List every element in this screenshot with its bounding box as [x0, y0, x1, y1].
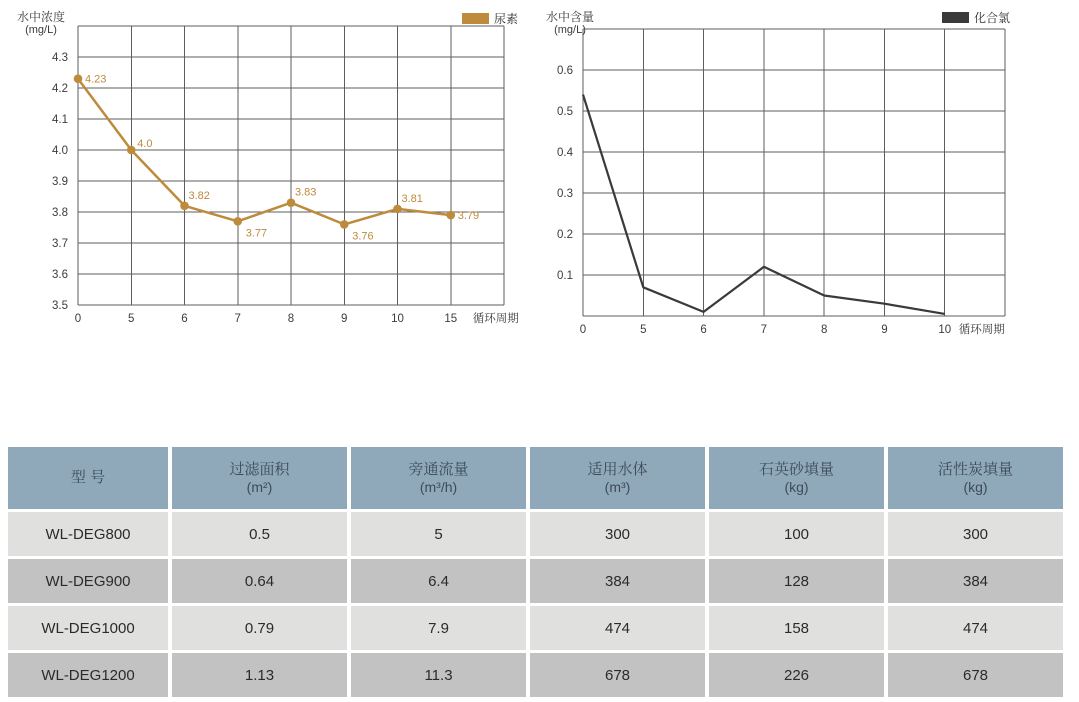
y-tick-label: 3.7	[52, 238, 68, 250]
spec-table-container	[4, 444, 1075, 700]
table-row	[8, 512, 1063, 556]
value-cell: 1.13	[172, 653, 347, 697]
value-cell: 7.9	[351, 606, 526, 650]
model-cell: WL-DEG900	[8, 559, 168, 603]
col-header-quartz-sand	[709, 447, 884, 509]
col-header-bypass-flow	[351, 447, 526, 509]
chlorine-line-plot	[537, 8, 1079, 342]
value-cell: 0.79	[172, 606, 347, 650]
data-point	[180, 202, 189, 211]
data-point	[287, 198, 296, 207]
x-tick-label: 5	[640, 324, 647, 336]
x-tick-label: 6	[700, 324, 707, 336]
y-tick-label: 0.6	[557, 65, 573, 77]
value-cell: 5	[351, 512, 526, 556]
col-header-label: 活性炭填量	[937, 460, 1013, 478]
chart-title-unit: (mg/L)	[554, 24, 586, 37]
value-cell: 6.4	[351, 559, 526, 603]
chart-title-text: 水中含量	[545, 10, 594, 24]
data-point-label: 3.81	[401, 192, 423, 205]
col-header-label: 石英砂填量	[758, 460, 834, 478]
x-tick-label: 10	[938, 324, 952, 336]
value-cell: 226	[709, 653, 884, 697]
x-tick-label: 7	[760, 324, 768, 336]
value-cell: 0.64	[172, 559, 347, 603]
col-header-unit: (kg)	[784, 479, 809, 496]
x-tick-label: 15	[444, 313, 458, 325]
value-cell: 300	[888, 512, 1063, 556]
table-row	[8, 653, 1063, 697]
col-header-label: 过滤面积	[229, 460, 290, 478]
col-header-unit: (m³/h)	[419, 479, 458, 496]
chart-title-text: 水中浓度	[16, 10, 65, 24]
x-tick-label: 7	[234, 313, 241, 325]
value-cell: 384	[888, 559, 1063, 603]
x-tick-label: 5	[128, 313, 135, 325]
col-header-model	[8, 447, 168, 509]
col-header-label: 旁通流量	[408, 460, 469, 478]
col-header-label: 型 号	[70, 469, 106, 487]
col-header-unit: (kg)	[963, 479, 988, 496]
value-cell: 11.3	[351, 653, 526, 697]
data-point-label: 4.23	[85, 73, 107, 86]
x-tick-label: 0	[74, 313, 82, 325]
x-axis-label: 循环周期	[958, 324, 1005, 336]
value-cell: 678	[530, 653, 705, 697]
col-header-activated-carbon	[888, 447, 1063, 509]
y-tick-label: 3.8	[52, 207, 68, 219]
data-point-label: 3.83	[295, 186, 317, 199]
data-point-label: 3.76	[352, 230, 374, 243]
y-tick-label: 3.5	[52, 300, 68, 312]
model-cell: WL-DEG1200	[8, 653, 168, 697]
value-cell: 300	[530, 512, 705, 556]
x-tick-label: 8	[287, 313, 295, 325]
y-tick-label: 4.2	[52, 83, 68, 95]
model-cell: WL-DEG1000	[8, 606, 168, 650]
data-point	[127, 146, 136, 155]
col-header-unit: (m²)	[246, 479, 273, 496]
value-cell: 0.5	[172, 512, 347, 556]
data-point	[233, 217, 242, 226]
y-tick-label: 0.3	[557, 188, 573, 200]
col-header-unit: (m³)	[604, 479, 631, 496]
data-point	[446, 211, 455, 220]
x-tick-label: 9	[341, 313, 348, 325]
value-cell: 678	[888, 653, 1063, 697]
data-point-label: 3.82	[188, 189, 210, 202]
x-tick-label: 10	[391, 313, 404, 325]
value-cell: 158	[709, 606, 884, 650]
value-cell: 384	[530, 559, 705, 603]
data-point-label: 4.0	[137, 138, 153, 150]
data-point-label: 3.79	[457, 210, 480, 223]
value-cell: 100	[709, 512, 884, 556]
spec-table	[4, 444, 1067, 700]
x-tick-label: 9	[881, 324, 888, 336]
y-tick-label: 0.2	[557, 229, 573, 241]
y-tick-label: 3.6	[52, 269, 68, 281]
col-header-label: 适用水体	[587, 460, 648, 478]
data-point	[393, 205, 402, 214]
value-cell: 474	[530, 606, 705, 650]
y-tick-label: 4.1	[52, 114, 68, 126]
y-tick-label: 4.0	[52, 145, 68, 157]
table-row	[8, 559, 1063, 603]
table-row	[8, 606, 1063, 650]
x-tick-label: 0	[579, 324, 587, 336]
col-header-filter-area	[172, 447, 347, 509]
x-tick-label: 6	[181, 313, 188, 325]
legend-label: 化合氯	[973, 11, 1010, 25]
data-point-label: 3.77	[245, 227, 268, 240]
legend-label: 尿素	[493, 12, 518, 26]
y-tick-label: 0.5	[557, 106, 573, 118]
value-cell: 474	[888, 606, 1063, 650]
x-tick-label: 8	[820, 324, 828, 336]
model-cell: WL-DEG800	[8, 512, 168, 556]
chart-title-unit: (mg/L)	[25, 24, 57, 37]
urea-concentration-chart	[8, 8, 540, 354]
x-axis-label: 循环周期	[472, 313, 519, 325]
data-point	[340, 220, 349, 229]
data-point	[74, 74, 83, 83]
table-header-row	[8, 447, 1063, 509]
value-cell: 128	[709, 559, 884, 603]
combined-chlorine-chart	[537, 8, 1079, 354]
y-tick-label: 3.9	[52, 176, 68, 188]
y-tick-label: 0.4	[557, 147, 573, 159]
col-header-water-volume	[530, 447, 705, 509]
urea-line-plot	[8, 8, 540, 342]
y-tick-label: 0.1	[557, 270, 573, 282]
y-tick-label: 4.3	[52, 52, 68, 64]
